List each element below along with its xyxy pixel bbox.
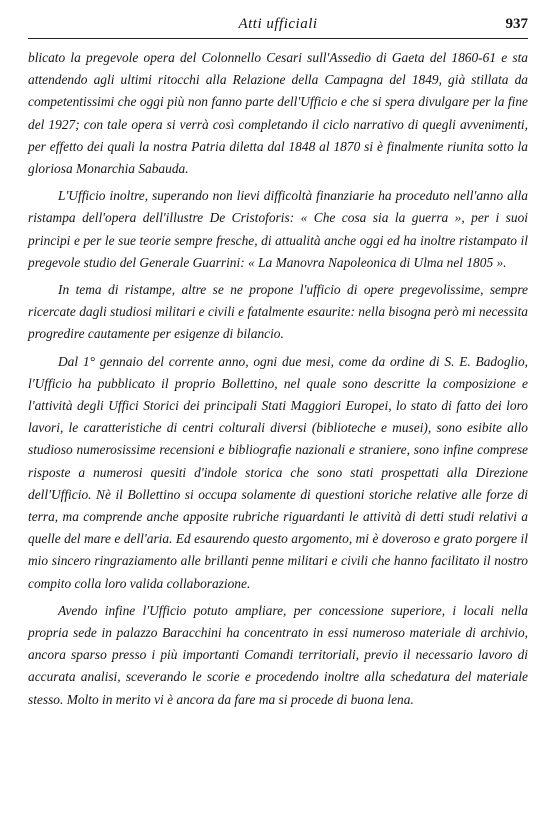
paragraph-3: In tema di ristampe, altre se ne propone l'ufficio di opere pregevolissime, sempre ricercate dagli studiosi militari e civili e fatalmente esaurite: nella bisogna però mi necessita progredire cautamente per esigenze di bilancio.	[28, 282, 528, 342]
document-page	[28, 14, 528, 716]
body-text	[28, 47, 528, 711]
running-title: Atti ufficiali	[238, 16, 318, 32]
paragraph-4: Dal 1° gennaio del corrente anno, ogni due mesi, come da ordine di S. E. Badoglio, l'Ufficio ha pubblicato il proprio Bollettino, nel quale sono descritte la composizione e l'attività degli Uffici Storici dei principali Stati Maggiori Europei, lo stato di fatto dei loro lavori, le caratteristiche di centri colturali diversi (biblioteche e musei), sono esibite allo studioso numerosissime recensioni e bibliografie nazionali e straniere, sono infine comprese risposte a numerosi quesiti d'indole storica che sono stati prospettati alla Direzione dell'Ufficio. Nè il Bollettino si occupa solamente di questioni storiche relative alle forze di terra, ma comprende anche apposite rubriche riguardanti le attività di detti studi relativi a quelle del mare e dell'aria. Ed esaurendo questo argomento, mi è doveroso e grato porgere il mio sincero ringraziamento alle brillanti penne militari e civili che hanno facilitato il nostro compito colla loro valida collaborazione.	[28, 353, 528, 591]
page-header	[28, 14, 528, 39]
paragraph-5: Avendo infine l'Ufficio potuto ampliare, per concessione superiore, i locali nella propria sede in palazzo Baracchini ha concentrato in essi numeroso materiale di archivio, ancora sparso presso i più importanti Comandi territoriali, previo il necessario lavoro di accurata analisi, sceverando le scorie e procedendo inoltre alla schedatura del materiale stesso. Molto in merito vi è ancora da fare ma si procede di buona lena.	[28, 602, 528, 707]
page-number: 937	[505, 16, 528, 32]
paragraph-1: blicato la pregevole opera del Colonnello Cesari sull'Assedio di Gaeta del 1860-61 e sta attendendo agli ultimi ritocchi alla Relazione della Campagna del 1849, già stillata da competentissimi che oggi più non fanno parte dell'Ufficio e che si spera divulgare per la fine del 1927; con tale opera si verrà così completando il ciclo narrativo di quegli avvenimenti, per effetto dei quali la nostra Patria diletta dal 1848 al 1870 si è finalmente riunita sotto la gloriosa Monarchia Sabauda.	[28, 50, 528, 177]
paragraph-2: L'Ufficio inoltre, superando non lievi difficoltà finanziarie ha proceduto nell'anno alla ristampa dell'opera dell'illustre De Cristoforis: « Che cosa sia la guerra », per i suoi principi e per le sue teorie sempre fresche, di attualità anche oggi ed ha inoltre ristampato il pregevole studio del Generale Guarrini: « La Manovra Napoleonica di Ulma nel 1805 ».	[28, 188, 528, 270]
